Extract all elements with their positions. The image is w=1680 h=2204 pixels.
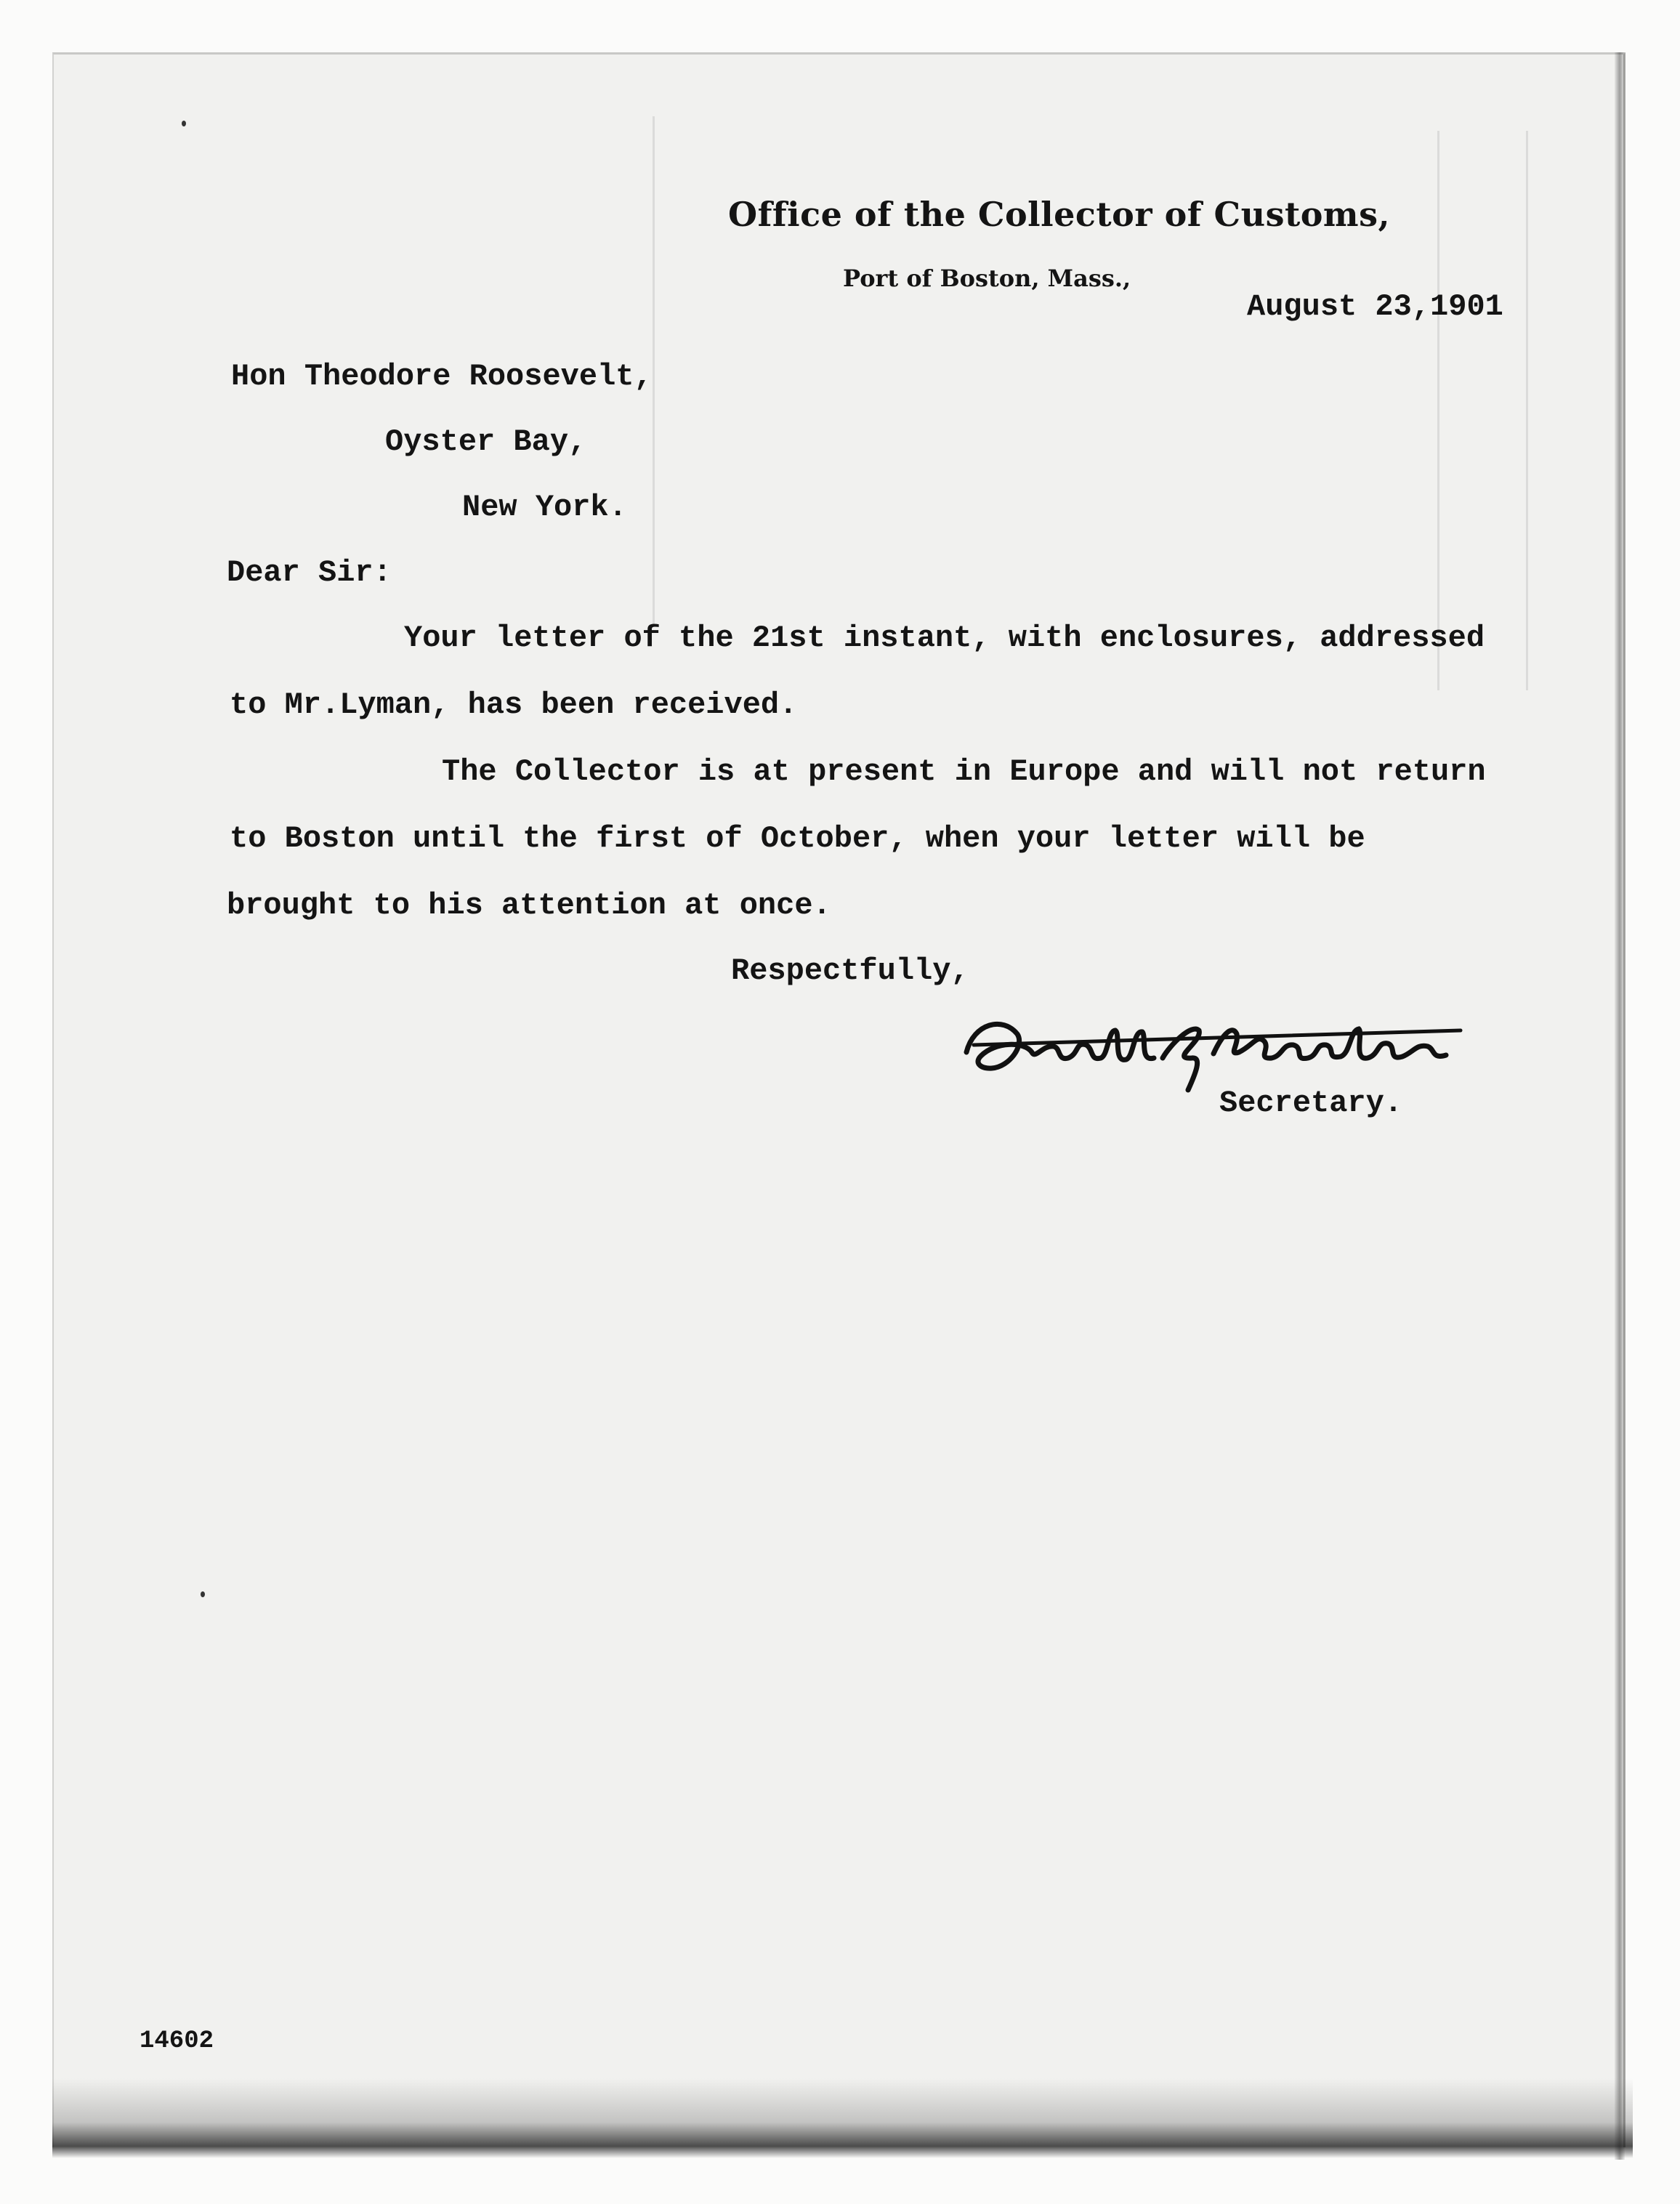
- salutation: Dear Sir:: [227, 555, 392, 590]
- recipient-name: Hon Theodore Roosevelt,: [231, 359, 653, 394]
- body-line: Your letter of the 21st instant, with enclosures, addressed: [404, 621, 1485, 655]
- page-number: 14602: [140, 2027, 214, 2055]
- recipient-state: New York.: [462, 490, 627, 525]
- handwritten-signature: [952, 1001, 1475, 1096]
- paper-edge-shadow: [1615, 52, 1625, 2160]
- bleed-through-rule: [1526, 131, 1528, 690]
- dust-speck: [182, 121, 186, 126]
- bleed-through-rule: [653, 116, 655, 625]
- recipient-place: Oyster Bay,: [385, 424, 587, 459]
- paper-bottom-shadow: [52, 2078, 1633, 2158]
- bleed-through-rule: [1437, 131, 1439, 690]
- signatory-title: Secretary.: [1219, 1086, 1403, 1121]
- letterhead-port: Port of Boston, Mass.,: [843, 265, 1131, 292]
- closing: Respectfully,: [731, 953, 969, 988]
- body-line: brought to his attention at once.: [227, 888, 831, 923]
- letterhead-office: Office of the Collector of Customs,: [728, 195, 1391, 234]
- body-line: to Boston until the first of October, when your letter will be: [230, 821, 1365, 856]
- body-line: The Collector is at present in Europe and will not return: [442, 754, 1486, 789]
- body-line: to Mr.Lyman, has been received.: [230, 687, 798, 722]
- dust-speck: [201, 1591, 205, 1597]
- letter-date: August 23,1901: [1247, 289, 1503, 324]
